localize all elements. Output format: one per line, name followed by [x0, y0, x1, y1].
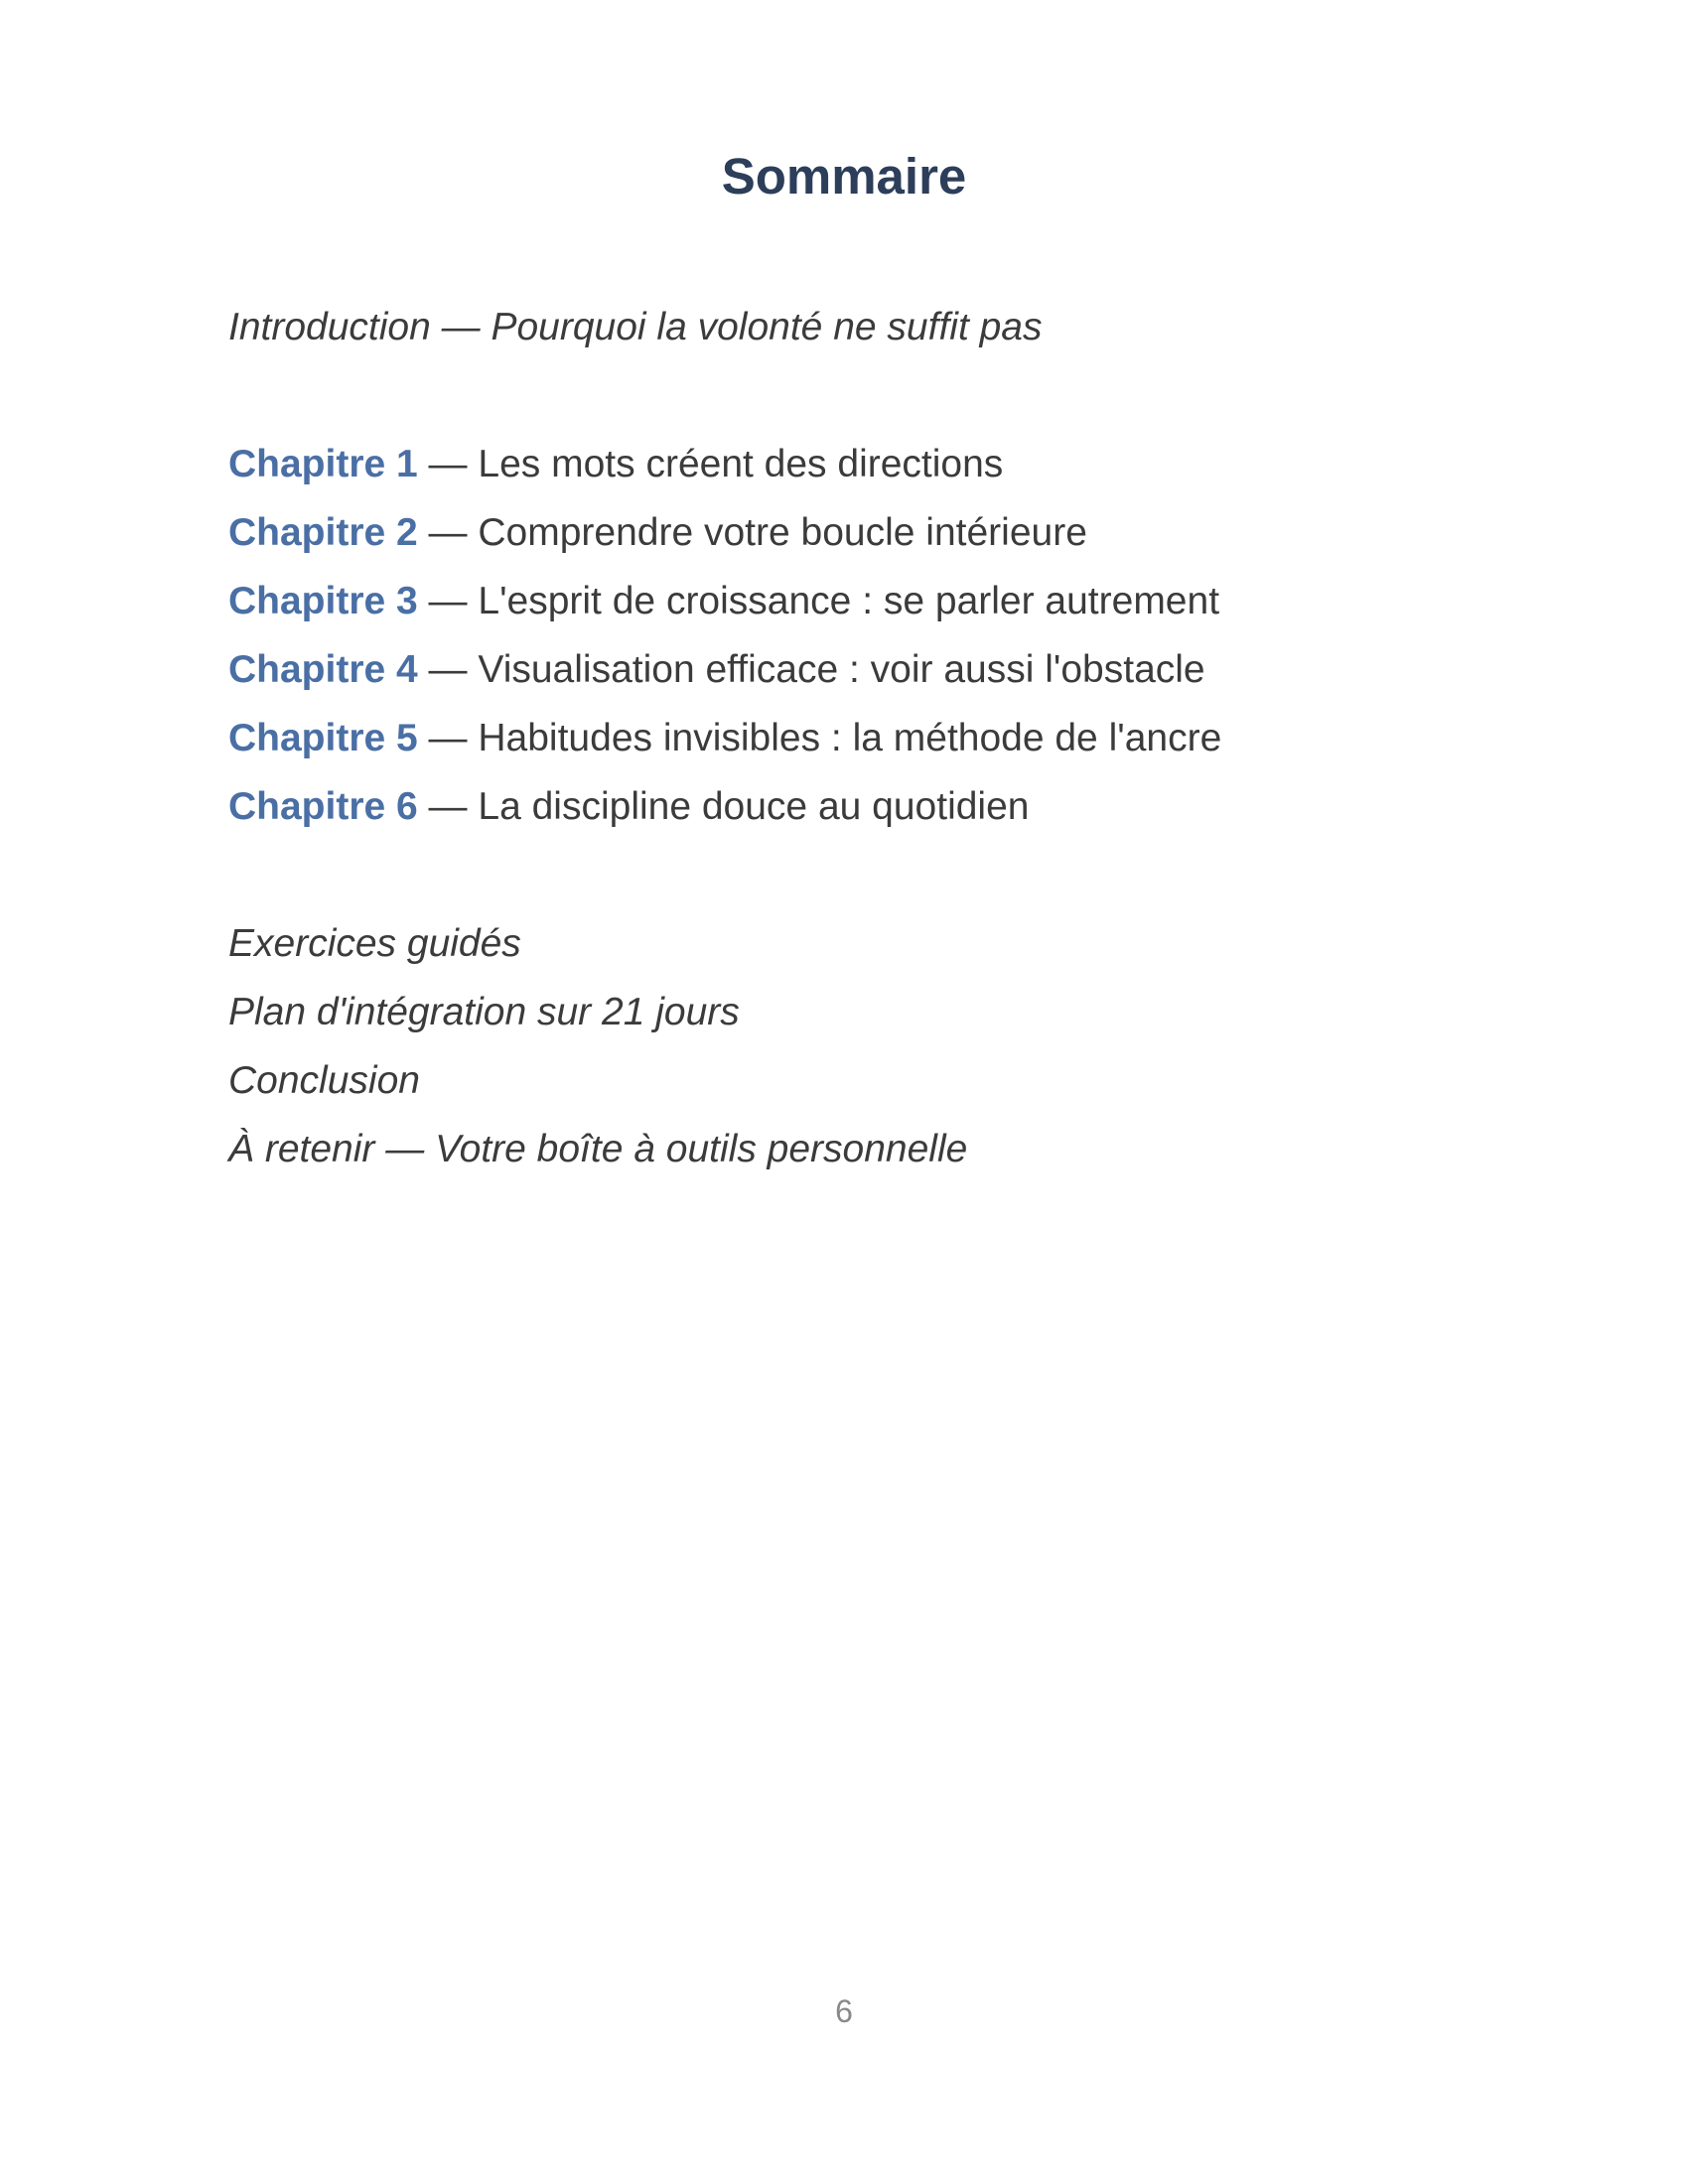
- toc-entry-conclusion: Conclusion: [228, 1059, 420, 1102]
- chapter-label: Chapitre 4: [228, 648, 418, 691]
- toc-entry-integration-plan: Plan d'intégration sur 21 jours: [228, 991, 740, 1033]
- toc-entry-chapter-5: [228, 719, 1221, 757]
- toc-entry-chapter-3: [228, 582, 1219, 620]
- chapter-title: — L'esprit de croissance : se parler autrement: [417, 580, 1220, 622]
- page-number: 6: [835, 1993, 853, 2029]
- page-title: Sommaire: [721, 148, 967, 205]
- chapter-title: — Visualisation efficace : voir aussi l'obstacle: [417, 648, 1205, 691]
- chapter-label: Chapitre 1: [228, 443, 418, 485]
- toc-entry-exercises: Exercices guidés: [228, 922, 521, 965]
- chapter-title: — Comprendre votre boucle intérieure: [417, 511, 1087, 554]
- chapter-title: — La discipline douce au quotidien: [417, 785, 1030, 828]
- toc-entry-chapter-2: [228, 513, 1087, 552]
- chapter-label: Chapitre 5: [228, 717, 418, 759]
- chapter-label: Chapitre 3: [228, 580, 418, 622]
- toc-entry-chapter-4: [228, 650, 1205, 689]
- chapter-label: Chapitre 2: [228, 511, 418, 554]
- chapter-label: Chapitre 6: [228, 785, 418, 828]
- toc-entry-toolbox: À retenir — Votre boîte à outils personnelle: [228, 1128, 968, 1170]
- toc-entry-chapter-6: [228, 787, 1029, 826]
- toc-entry-introduction: Introduction — Pourquoi la volonté ne suffit pas: [228, 306, 1043, 348]
- toc-entry-chapter-1: [228, 445, 1003, 483]
- chapter-title: — Les mots créent des directions: [417, 443, 1004, 485]
- chapter-title: — Habitudes invisibles : la méthode de l'ancre: [417, 717, 1222, 759]
